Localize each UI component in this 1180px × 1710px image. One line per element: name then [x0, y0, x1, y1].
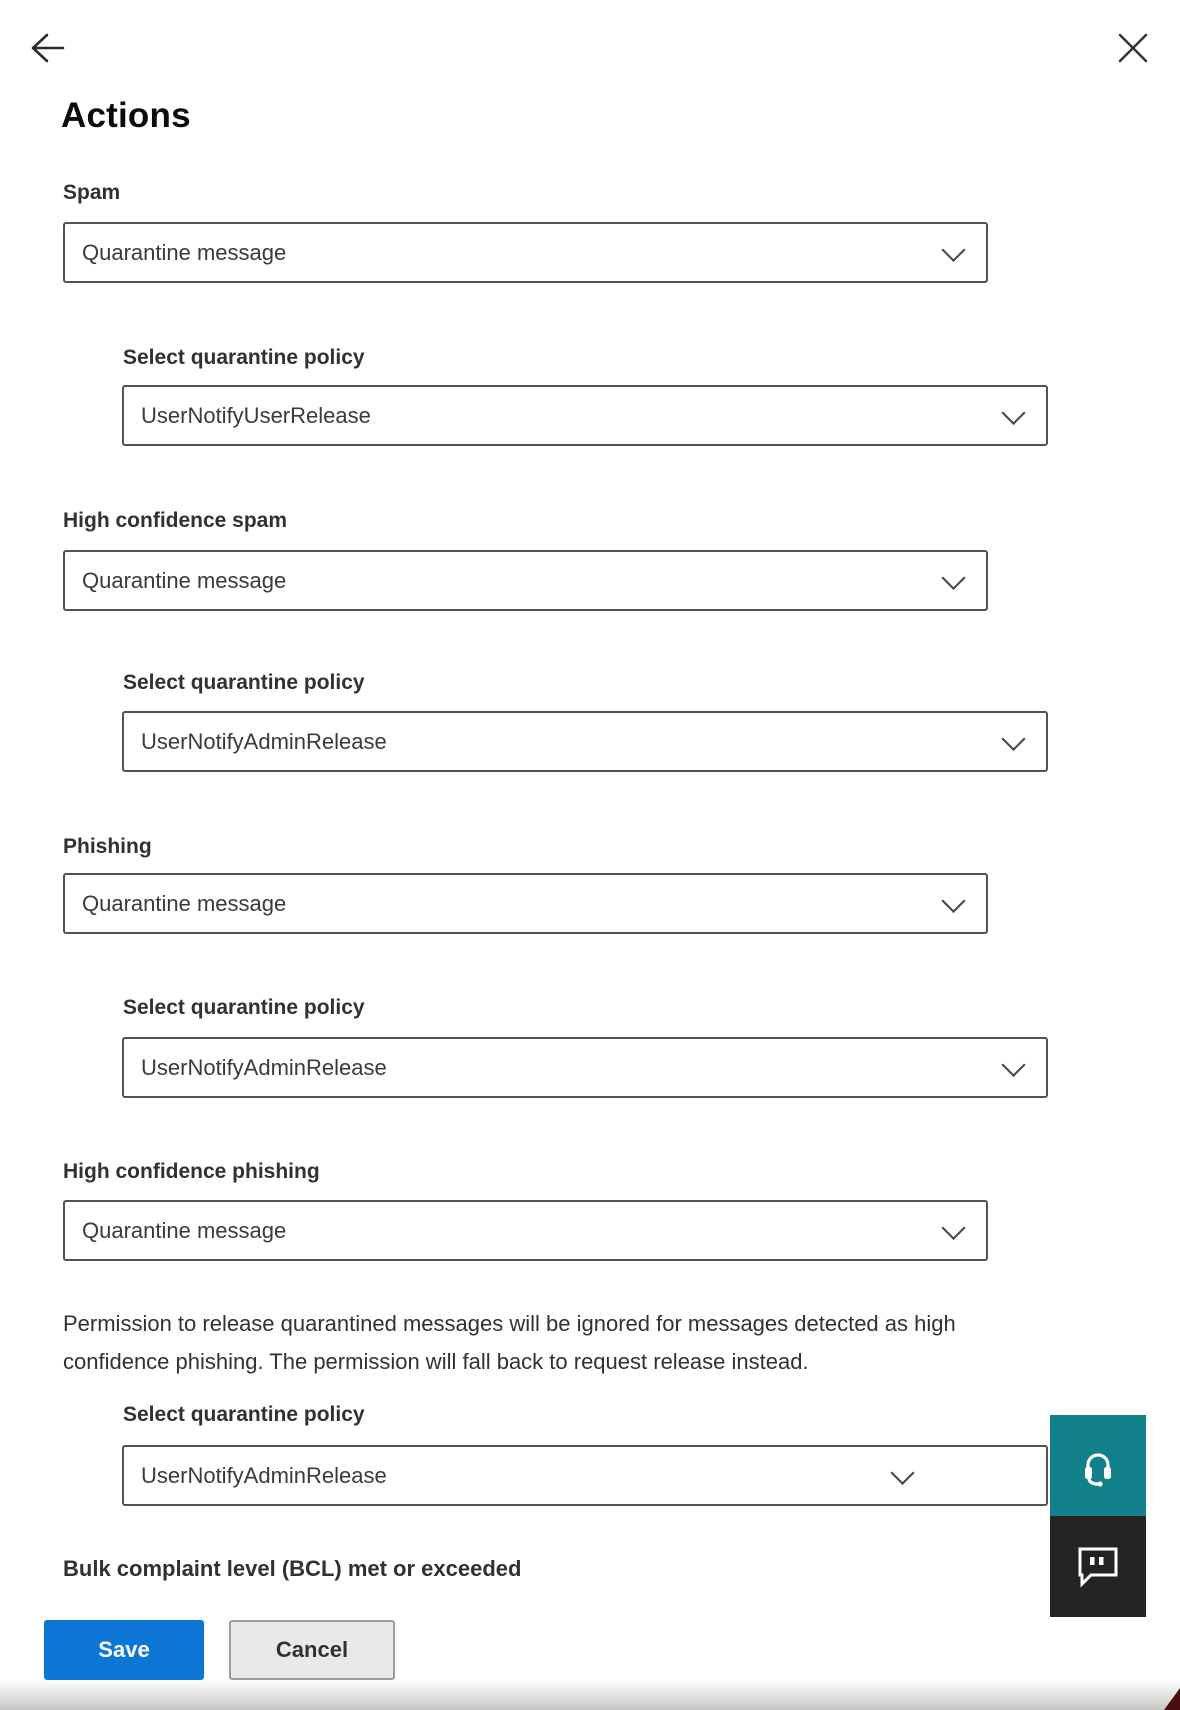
chevron-down-icon: [941, 888, 965, 912]
save-button[interactable]: Save: [44, 1620, 204, 1680]
footer-bar: [0, 1590, 1180, 1710]
page-title: Actions: [61, 96, 191, 135]
cancel-button[interactable]: Cancel: [229, 1620, 395, 1680]
dropdown-spam-action-value: Quarantine message: [82, 239, 287, 265]
chevron-down-icon: [890, 1460, 914, 1484]
dropdown-spam-quarantine-policy[interactable]: [122, 385, 1048, 446]
close-icon[interactable]: [1114, 30, 1152, 66]
dropdown-high-confidence-phishing-action-value: Quarantine message: [82, 1217, 287, 1243]
dropdown-spam-quarantine-policy-value: UserNotifyUserRelease: [141, 402, 371, 428]
label-spam: Spam: [63, 181, 121, 204]
label-bulk-complaint-level: Bulk complaint level (BCL) met or exceeded: [63, 1556, 522, 1581]
chat-feedback-widget-button[interactable]: [1050, 1516, 1146, 1617]
chat-bubble-icon: [1073, 1543, 1123, 1591]
chevron-down-icon: [941, 1215, 965, 1239]
chevron-down-icon: [1001, 400, 1025, 424]
dropdown-phishing-action-value: Quarantine message: [82, 890, 287, 916]
dropdown-hcs-quarantine-policy-value: UserNotifyAdminRelease: [141, 728, 387, 754]
label-phishing-quarantine-policy: Select quarantine policy: [123, 996, 365, 1019]
chevron-down-icon: [1001, 726, 1025, 750]
dropdown-hcp-quarantine-policy-value: UserNotifyAdminRelease: [141, 1462, 387, 1488]
dropdown-high-confidence-spam-action-value: Quarantine message: [82, 567, 287, 593]
dropdown-high-confidence-phishing-action[interactable]: [63, 1200, 988, 1261]
chevron-down-icon: [1001, 1052, 1025, 1076]
label-phishing: Phishing: [63, 835, 152, 858]
dropdown-spam-action[interactable]: [63, 222, 988, 283]
footer-shadow: [0, 1680, 1180, 1710]
back-arrow-icon[interactable]: [24, 28, 68, 68]
chevron-down-icon: [941, 565, 965, 589]
help-widget-button[interactable]: [1050, 1415, 1146, 1516]
label-high-confidence-phishing: High confidence phishing: [63, 1160, 320, 1183]
label-high-confidence-spam: High confidence spam: [63, 509, 288, 532]
label-hcp-quarantine-policy: Select quarantine policy: [123, 1403, 365, 1426]
headset-icon: [1074, 1441, 1122, 1491]
dropdown-phishing-quarantine-policy[interactable]: [122, 1037, 1048, 1098]
chevron-down-icon: [941, 237, 965, 261]
dropdown-hcp-quarantine-policy[interactable]: [122, 1445, 1048, 1506]
label-spam-quarantine-policy: Select quarantine policy: [123, 346, 365, 369]
dropdown-hcs-quarantine-policy[interactable]: [122, 711, 1048, 772]
mouse-cursor: [1164, 1688, 1180, 1710]
hcp-permission-note: Permission to release quarantined messages will be ignored for messages detected as high confidence phishing. The permission will fall back to request release instead.: [63, 1311, 956, 1374]
label-hcs-quarantine-policy: Select quarantine policy: [123, 671, 365, 694]
dropdown-high-confidence-spam-action[interactable]: [63, 550, 988, 611]
dropdown-phishing-quarantine-policy-value: UserNotifyAdminRelease: [141, 1054, 387, 1080]
dropdown-phishing-action[interactable]: [63, 873, 988, 934]
